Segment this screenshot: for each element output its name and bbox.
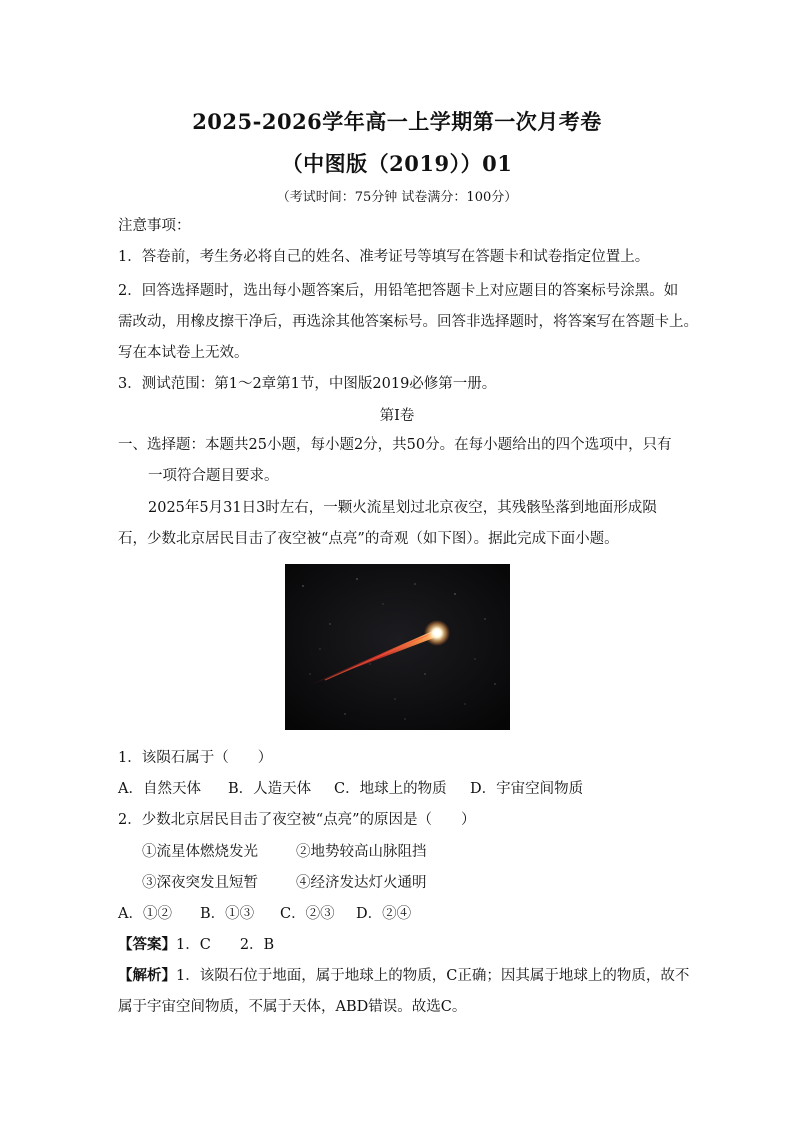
analysis-label: 【解析】 (118, 967, 176, 984)
q2-choice-4: ④经济发达灯火通明 (296, 875, 427, 891)
meteor-core (434, 630, 440, 636)
q1-option-b[interactable]: B．人造天体 (228, 781, 312, 797)
analysis-line2: 属于宇宙空间物质，不属于天体，ABD错误。故选C。 (118, 999, 467, 1015)
q2-choice-2: ②地势较高山脉阻挡 (296, 844, 427, 860)
volume-heading: 第Ⅰ卷 (379, 408, 415, 424)
exam-info: （考试时间：75分钟 试卷满分：100分） (276, 190, 518, 205)
meteor-illustration (285, 564, 510, 730)
exam-title: 2025-2026学年高一上学期第一次月考卷 (192, 109, 602, 134)
question-1-stem: 1．该陨石属于（ ） (118, 750, 273, 766)
q2-option-a[interactable]: A．①② (118, 906, 172, 922)
notes-heading: 注意事项： (118, 218, 191, 234)
answer-text: 1．C 2．B (176, 937, 275, 953)
q1-option-a[interactable]: A．自然天体 (118, 781, 201, 797)
q2-option-d[interactable]: D．②④ (356, 906, 412, 922)
meteor-photo (285, 564, 510, 730)
note-item-2-line2: 需改动，用橡皮擦干净后，再选涂其他答案标号。回答非选择题时，将答案写在答题卡上。 (118, 314, 698, 330)
q2-option-c[interactable]: C．②③ (280, 906, 335, 922)
note-item-2-line1: 2．回答选择题时，选出每小题答案后，用铅笔把答题卡上对应题目的答案标号涂黑。如 (118, 283, 679, 299)
q1-option-d[interactable]: D．宇宙空间物质 (470, 781, 584, 797)
analysis-line1 (118, 966, 689, 986)
passage-line2: 石，少数北京居民目击了夜空被“点亮”的奇观（如下图）。据此完成下面小题。 (118, 531, 619, 547)
question-2-stem: 2．少数北京居民目击了夜空被“点亮”的原因是（ ） (118, 812, 476, 828)
answer-label: 【答案】 (118, 936, 176, 953)
note-item-2-line3: 写在本试卷上无效。 (118, 345, 249, 361)
q2-option-b[interactable]: B．①③ (200, 906, 255, 922)
analysis-text-line1: 1．该陨石位于地面，属于地球上的物质，C正确；因其属于地球上的物质，故不 (176, 968, 690, 984)
q2-choice-3: ③深夜突发且短暂 (142, 875, 258, 891)
q1-option-c[interactable]: C．地球上的物质 (334, 781, 447, 797)
exam-subtitle: （中图版（2019））01 (281, 151, 513, 176)
note-item-3: 3．测试范围：第1～2章第1节，中图版2019必修第一册。 (118, 376, 497, 392)
passage-line1: 2025年5月31日3时左右，一颗火流星划过北京夜空，其残骸坠落到地面形成陨 (148, 500, 657, 516)
section-instruction-line2: 一项符合题目要求。 (148, 468, 279, 484)
section-instruction-line1: 一、选择题：本题共25小题，每小题2分，共50分。在每小题给出的四个选项中，只有 (118, 437, 672, 453)
answer-line (118, 935, 274, 955)
note-item-1: 1．答卷前，考生务必将自己的姓名、准考证号等填写在答题卡和试卷指定位置上。 (118, 249, 650, 265)
q2-choice-1: ①流星体燃烧发光 (142, 844, 258, 860)
